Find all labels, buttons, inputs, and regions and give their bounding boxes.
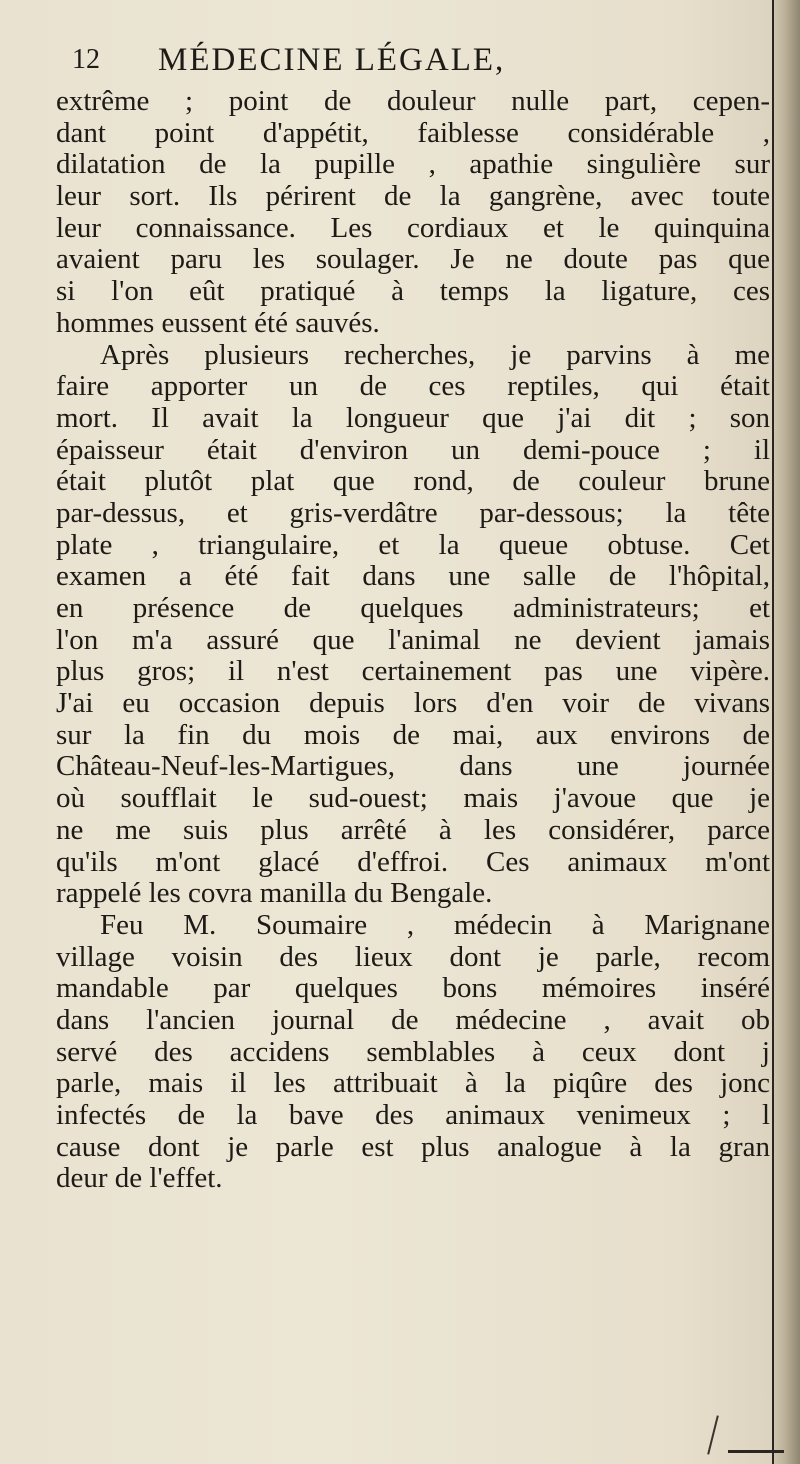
text-line: mandable par quelques bons mémoires inséré bbox=[56, 973, 770, 1005]
running-title: MÉDECINE LÉGALE, bbox=[158, 42, 506, 78]
text-line: dant point d'appétit, faiblesse considérable , bbox=[56, 117, 770, 149]
text-line: examen a été fait dans une salle de l'hôpital, bbox=[56, 561, 770, 593]
text-line: rappelé les covra manilla du Bengale. bbox=[56, 878, 493, 910]
text-line: extrême ; point de douleur nulle part, cepen- bbox=[56, 86, 770, 117]
text-line: infectés de la bave des animaux venimeux ; l bbox=[56, 1100, 770, 1131]
text-line: dilatation de la pupille , apathie singulière sur bbox=[56, 149, 770, 181]
bottom-rule bbox=[728, 1450, 784, 1453]
text-line: en présence de quelques administrateurs; et bbox=[56, 593, 770, 624]
text-line: faire apporter un de ces reptiles, qui était bbox=[56, 371, 770, 403]
text-line: avaient paru les soulager. Je ne doute pas que bbox=[56, 244, 770, 276]
text-line: plus gros; il n'est certainement pas une vipère. bbox=[56, 656, 770, 688]
text-line: où soufflait le sud-ouest; mais j'avoue que je bbox=[56, 783, 770, 815]
text-line: Après plusieurs recherches, je parvins à me bbox=[100, 339, 770, 371]
text-line: parle, mais il les attribuait à la piqûre des jonc bbox=[56, 1068, 770, 1100]
text-line: était plutôt plat que rond, de couleur brune bbox=[56, 466, 770, 498]
text-line: deur de l'effet. bbox=[56, 1163, 223, 1195]
text-line: épaisseur était d'environ un demi-pouce ; il bbox=[56, 434, 770, 466]
text-line: qu'ils m'ont glacé d'effroi. Ces animaux m'ont bbox=[56, 846, 770, 878]
page-number: 12 bbox=[72, 44, 100, 75]
text-line: leur connaissance. Les cordiaux et le quinquina bbox=[56, 212, 770, 244]
text-line: dans l'ancien journal de médecine , avait ob bbox=[56, 1004, 770, 1036]
text-line: mort. Il avait la longueur que j'ai dit ; son bbox=[56, 402, 770, 434]
text-line: plate , triangulaire, et la queue obtuse. Cet bbox=[56, 529, 770, 561]
text-line: leur sort. Ils périrent de la gangrène, avec toute bbox=[56, 181, 770, 213]
text-line: servé des accidens semblables à ceux dont j bbox=[56, 1036, 770, 1068]
text-line: Feu M. Soumaire , médecin à Marignane bbox=[100, 909, 770, 941]
pencil-mark bbox=[707, 1415, 719, 1454]
text-line: par-dessus, et gris-verdâtre par-dessous; la tête bbox=[56, 497, 770, 529]
text-line: hommes eussent été sauvés. bbox=[56, 307, 380, 339]
text-line: si l'on eût pratiqué à temps la ligature, ces bbox=[56, 276, 770, 308]
text-line: village voisin des lieux dont je parle, recom bbox=[56, 941, 770, 973]
text-line: J'ai eu occasion depuis lors d'en voir de vivans bbox=[56, 688, 770, 720]
body-text bbox=[56, 86, 770, 1195]
text-line: l'on m'a assuré que l'animal ne devient jamais bbox=[56, 624, 770, 656]
page-edge-shadow bbox=[772, 0, 800, 1464]
text-line: cause dont je parle est plus analogue à la gran bbox=[56, 1131, 770, 1163]
text-line: Château-Neuf-les-Martigues, dans une journée bbox=[56, 751, 770, 783]
text-line: ne me suis plus arrêté à les considérer, parce bbox=[56, 814, 770, 846]
text-line: sur la fin du mois de mai, aux environs de bbox=[56, 719, 770, 751]
